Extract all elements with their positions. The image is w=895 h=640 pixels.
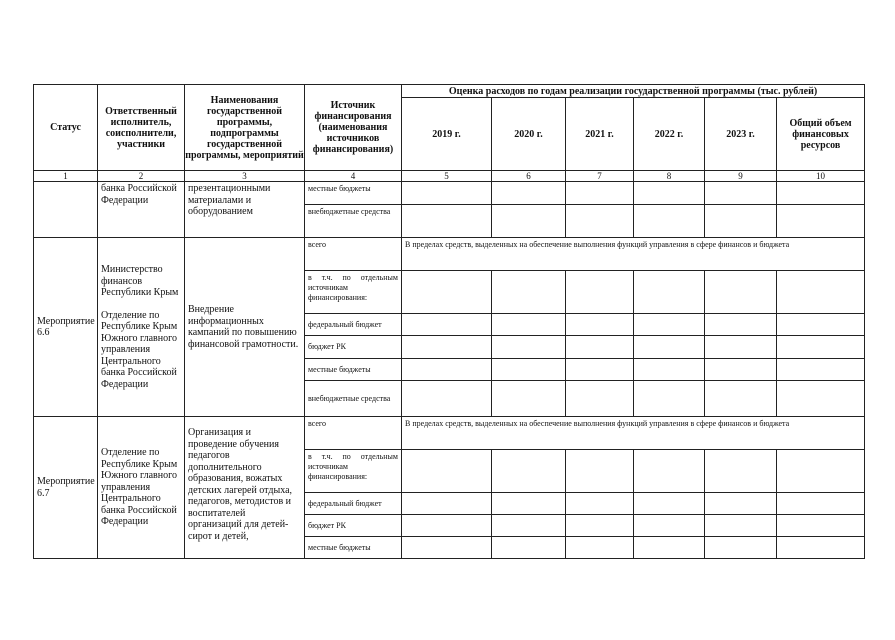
header-year-2019: 2019 г.: [402, 98, 492, 171]
column-number: 2: [98, 171, 185, 182]
funding-note: В пределах средств, выделенных на обеспечение выполнения функций управления в сфере финансов и бюджета: [402, 238, 865, 271]
header-row-1: [34, 85, 865, 98]
source-cell: всего: [305, 417, 402, 450]
column-numbers-row: [34, 171, 865, 182]
table-row: [34, 417, 865, 450]
column-number: 4: [305, 171, 402, 182]
source-cell: местные бюджеты: [305, 182, 402, 205]
header-expenses-group: Оценка расходов по годам реализации государственной программы (тыс. рублей): [402, 85, 865, 98]
status-cell: Мероприятие 6.7: [34, 417, 98, 559]
responsible-text: Отделение по Республике Крым Южного главного управления Центрального банка Российской Федерации: [101, 309, 178, 390]
responsible-cell: банка Российской Федерации: [98, 182, 185, 238]
column-number: 3: [185, 171, 305, 182]
source-cell: федеральный бюджет: [305, 493, 402, 515]
column-number: 1: [34, 171, 98, 182]
column-number: 8: [634, 171, 705, 182]
header-status: Статус: [34, 85, 98, 171]
header-source: Источник финансирования (наименования источников финансирования): [305, 85, 402, 171]
column-number: 5: [402, 171, 492, 182]
source-cell: в т.ч. по отдельным источникам финансирования:: [305, 271, 402, 314]
source-cell: внебюджетные средства: [305, 205, 402, 238]
column-number: 6: [492, 171, 566, 182]
column-number: 10: [777, 171, 865, 182]
header-year-2020: 2020 г.: [492, 98, 566, 171]
header-year-2023: 2023 г.: [705, 98, 777, 171]
responsible-cell: [98, 238, 185, 417]
source-cell: всего: [305, 238, 402, 271]
names-cell: Внедрение информационных кампаний по повышению финансовой грамотности.: [185, 238, 305, 417]
header-year-2021: 2021 г.: [566, 98, 634, 171]
table-row: [34, 182, 865, 205]
header-year-2022: 2022 г.: [634, 98, 705, 171]
budget-expenses-table: [33, 84, 865, 559]
responsible-text: Министерство финансов Республики Крым: [101, 264, 179, 298]
column-number: 7: [566, 171, 634, 182]
source-cell: бюджет РК: [305, 515, 402, 537]
names-cell: Организация и проведение обучения педагогов дополнительного образования, вожатых детских лагерей отдыха, педагогов, методистов и воспитателей организаций для детей-сирот и детей,: [185, 417, 305, 559]
source-cell: внебюджетные средства: [305, 381, 402, 417]
header-names: Наименования государственной программы, подпрограммы государственной программы, мероприятий: [185, 85, 305, 171]
budget-table-sheet: [33, 84, 865, 559]
source-cell: федеральный бюджет: [305, 314, 402, 336]
header-responsible: Ответственный исполнитель, соисполнители, участники: [98, 85, 185, 171]
column-number: 9: [705, 171, 777, 182]
status-cell: [34, 182, 98, 238]
names-cell: презентационными материалами и оборудованием: [185, 182, 305, 238]
table-row: [34, 238, 865, 271]
status-cell: Мероприятие 6.6: [34, 238, 98, 417]
source-cell: бюджет РК: [305, 336, 402, 359]
funding-note: В пределах средств, выделенных на обеспечение выполнения функций управления в сфере финансов и бюджета: [402, 417, 865, 450]
source-cell: местные бюджеты: [305, 537, 402, 559]
header-total: Общий объем финансовых ресурсов: [777, 98, 865, 171]
source-cell: в т.ч. по отдельным источникам финансирования:: [305, 450, 402, 493]
responsible-cell: Отделение по Республике Крым Южного главного управления Центрального банка Российской Федерации: [98, 417, 185, 559]
source-cell: местные бюджеты: [305, 359, 402, 381]
